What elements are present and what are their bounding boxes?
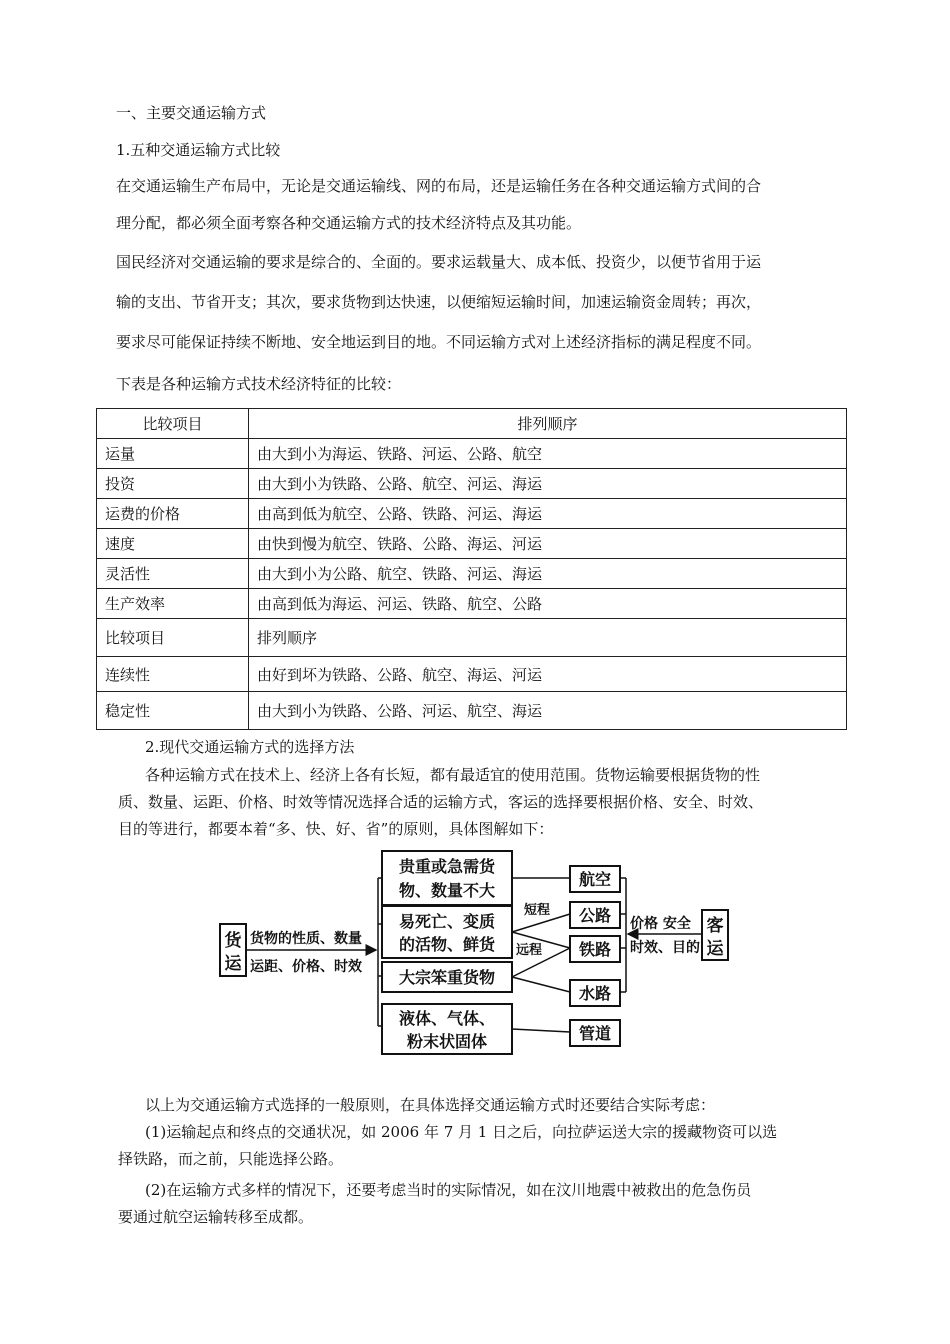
table-intro: 下表是各种运输方式技术经济特征的比较：: [116, 375, 402, 393]
item2-line2: 要通过航空运输转移至成都。: [118, 1208, 314, 1226]
table-cell-order: 排列顺序: [249, 619, 847, 657]
table-cell-order: 由高到低为海运、河运、铁路、航空、公路: [249, 589, 847, 619]
table-cell-item: 生产效率: [97, 589, 249, 619]
table-row: [97, 589, 847, 619]
comparison-table: [96, 408, 847, 730]
table-row: [97, 439, 847, 469]
table-cell-order: 由大到小为公路、航空、铁路、河运、海运: [249, 559, 847, 589]
freight-label-1: 货: [224, 931, 242, 951]
freight-factor-2: 运距、价格、时效: [250, 959, 362, 975]
table-cell-item: 速度: [97, 529, 249, 559]
goods-valuable-line2: 物、数量不大: [398, 881, 496, 900]
table-row: [97, 657, 847, 692]
para2-line3: 要求尽可能保证持续不断地、安全地运到目的地。不同运输方式对上述经济指标的满足程度不同。: [116, 333, 762, 351]
table-row: [97, 499, 847, 529]
table-row: [97, 469, 847, 499]
goods-perishable-line2: 的活物、鲜货: [398, 935, 496, 954]
freight-label-2: 运: [224, 954, 242, 974]
table-cell-item: 运量: [97, 439, 249, 469]
table-cell-item: 投资: [97, 469, 249, 499]
table-header-row: [97, 409, 847, 439]
table-row: [97, 559, 847, 589]
mode-water-label: 水路: [578, 984, 612, 1003]
table-cell-order: 由好到坏为铁路、公路、航空、海运、河运: [249, 657, 847, 692]
table-row: [97, 619, 847, 657]
table-cell-order: 由高到低为航空、公路、铁路、河运、海运: [249, 499, 847, 529]
section2-title: 2.现代交通运输方式的选择方法: [145, 738, 355, 756]
table-cell-item: 比较项目: [97, 619, 249, 657]
goods-valuable-line1: 贵重或急需货: [398, 857, 496, 876]
passenger-factor-2: 时效、目的: [630, 940, 700, 956]
table-row: [97, 692, 847, 730]
passenger-label-1: 客: [706, 916, 724, 936]
passenger-factor-1: 价格 安全: [630, 916, 691, 932]
para3-line3: 目的等进行，都要本着“多、快、好、省”的原则，具体图解如下：: [118, 820, 554, 838]
table-cell-order: 由快到慢为航空、铁路、公路、海运、河运: [249, 529, 847, 559]
para3-line1: 各种运输方式在技术上、经济上各有长短，都有最适宜的使用范围。货物运输要根据货物的性: [145, 766, 761, 784]
goods-fluid-line2: 粉末状固体: [406, 1032, 488, 1051]
table-cell-item: 连续性: [97, 657, 249, 692]
item2-line1: (2)在运输方式多样的情况下，还要考虑当时的实际情况，如在汶川地震中被救出的危急伤员: [145, 1181, 752, 1199]
para1-line1: 在交通运输生产布局中，无论是交通运输线、网的布局，还是运输任务在各种交通运输方式间的合: [116, 177, 762, 195]
table-cell-order: 由大到小为铁路、公路、河运、航空、海运: [249, 692, 847, 730]
table-header-cell: 比较项目: [97, 409, 249, 439]
section-heading: 一、主要交通运输方式: [116, 104, 267, 122]
mode-pipeline-label: 管道: [578, 1024, 612, 1043]
table-cell-item: 稳定性: [97, 692, 249, 730]
para4: 以上为交通运输方式选择的一般原则，在具体选择交通运输方式时还要结合实际考虑：: [145, 1096, 716, 1114]
freight-factor-1: 货物的性质、数量: [250, 931, 362, 947]
table-cell-order: 由大到小为海运、铁路、河运、公路、航空: [249, 439, 847, 469]
passenger-label-2: 运: [706, 939, 724, 959]
goods-fluid-line1: 液体、气体、: [398, 1009, 496, 1028]
long-distance-label: 远程: [516, 943, 543, 958]
mode-rail-label: 铁路: [578, 940, 612, 959]
para2-line2: 输的支出、节省开支；其次，要求货物到达快速，以便缩短运输时间，加速运输资金周转；再次，: [116, 293, 762, 311]
item1-line1: (1)运输起点和终点的交通状况，如 2006 年 7 月 1 日之后，向拉萨运送大宗的援藏物资可以选: [145, 1123, 778, 1141]
item1-line2: 择铁路，而之前，只能选择公路。: [118, 1150, 344, 1168]
section1-title: 1.五种交通运输方式比较: [116, 141, 281, 159]
table-row: [97, 529, 847, 559]
mode-air-label: 航空: [578, 870, 612, 889]
table-header-cell: 排列顺序: [249, 409, 847, 439]
table-cell-item: 运费的价格: [97, 499, 249, 529]
para3-line2: 质、数量、运距、价格、时效等情况选择合适的运输方式，客运的选择要根据价格、安全、时效、: [118, 793, 764, 811]
mode-road-label: 公路: [578, 906, 612, 925]
para1-line2: 理分配，都必须全面考察各种交通运输方式的技术经济特点及其功能。: [116, 214, 582, 232]
transport-choice-diagram: [218, 848, 738, 1058]
table-cell-item: 灵活性: [97, 559, 249, 589]
goods-perishable-line1: 易死亡、变质: [398, 912, 496, 931]
short-distance-label: 短程: [524, 903, 551, 918]
para2-line1: 国民经济对交通运输的要求是综合的、全面的。要求运载量大、成本低、投资少，以便节省用于运: [116, 253, 762, 271]
table-cell-order: 由大到小为铁路、公路、航空、河运、海运: [249, 469, 847, 499]
goods-bulk-line1: 大宗笨重货物: [398, 968, 496, 987]
